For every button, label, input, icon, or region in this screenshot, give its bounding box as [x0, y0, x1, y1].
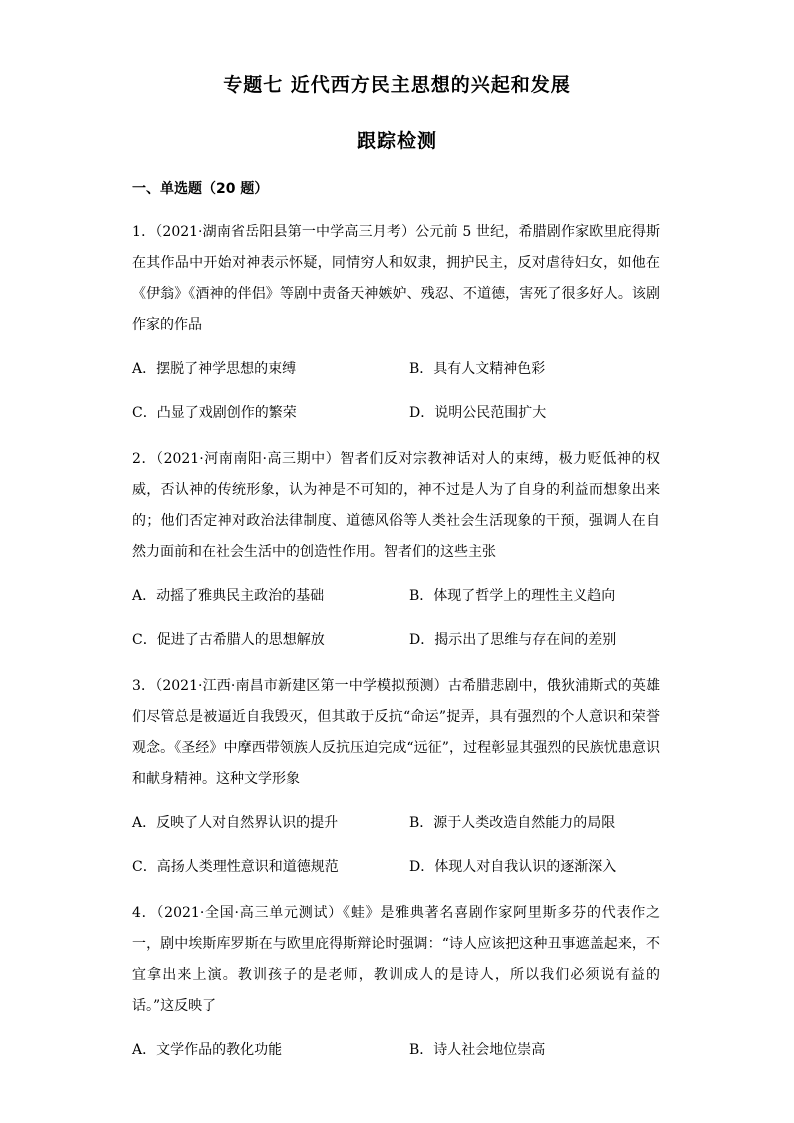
option-a: A．摆脱了神学思想的束缚: [132, 361, 297, 377]
page-subtitle: 跟踪检测: [356, 130, 437, 152]
option-d: D．说明公民范围扩大: [409, 405, 547, 421]
option-b: B．体现了哲学上的理性主义趋向: [409, 588, 616, 604]
page-title: 专题七 近代西方民主思想的兴起和发展: [223, 74, 571, 96]
option-d: D．揭示出了思维与存在间的差别: [409, 632, 617, 648]
option-list: [132, 808, 660, 883]
question-2: [132, 444, 660, 656]
option-d: D．体现人对自我认识的逐渐深入: [409, 859, 617, 875]
option-b: B．诗人社会地位崇高: [409, 1042, 546, 1058]
question-stem: 1．（2021·湖南省岳阳县第一中学高三月考）公元前 5 世纪，希腊剧作家欧里庇得斯在其作品中开始对神表示怀疑，同情穷人和奴隶，拥护民主，反对虐待妇女，如他在《伊翁》《酒神的伴侣》等剧中责备天神嫉妒、残忍、不道德，害死了很多好人。该剧作家的作品: [132, 224, 660, 333]
option-a: A．文学作品的教化功能: [132, 1042, 283, 1058]
option-a: A．动摇了雅典民主政治的基础: [132, 588, 325, 604]
question-1: [132, 217, 660, 429]
option-list: [132, 581, 660, 656]
option-c: C．高扬人类理性意识和道德规范: [132, 859, 339, 875]
option-b: B．具有人文精神色彩: [409, 361, 546, 377]
question-4: [132, 898, 660, 1066]
option-c: C．促进了古希腊人的思想解放: [132, 632, 325, 648]
question-stem: 3．（2021·江西·南昌市新建区第一中学模拟预测）古希腊悲剧中，俄狄浦斯式的英雄们尽管总是被逼近自我毁灭，但其敢于反抗“命运”捉弄，具有强烈的个人意识和荣誉观念。《圣经》中摩西带领族人反抗压迫完成“远征”，过程彰显其强烈的民族忧患意识和献身精神。这种文学形象: [132, 678, 660, 787]
option-list: [132, 1035, 660, 1066]
question-stem: 2．（2021·河南南阳·高三期中）智者们反对宗教神话对人的束缚，极力贬低神的权威，否认神的传统形象，认为神是不可知的，神不过是人为了自身的利益而想象出来的；他们否定神对政治法律制度、道德风俗等人类社会生活现象的干预，强调人在自然力面前和在社会生活中的创造性作用。智者们的这些主张: [132, 451, 660, 560]
option-a: A．反映了人对自然界认识的提升: [132, 815, 339, 831]
option-c: C．凸显了戏剧创作的繁荣: [132, 405, 297, 421]
question-stem: 4．（2021·全国·高三单元测试）《蛙》是雅典著名喜剧作家阿里斯多芬的代表作之一，剧中埃斯库罗斯在与欧里庇得斯辩论时强调：“诗人应该把这种丑事遮盖起来，不宜拿出来上演。教训孩子的是老师，教训成人的是诗人，所以我们必须说有益的话。”这反映了: [132, 905, 660, 1014]
section-heading: 一、单选题（20 题）: [132, 181, 269, 197]
option-list: [132, 354, 660, 429]
option-b: B．源于人类改造自然能力的局限: [409, 815, 616, 831]
question-3: [132, 671, 660, 883]
